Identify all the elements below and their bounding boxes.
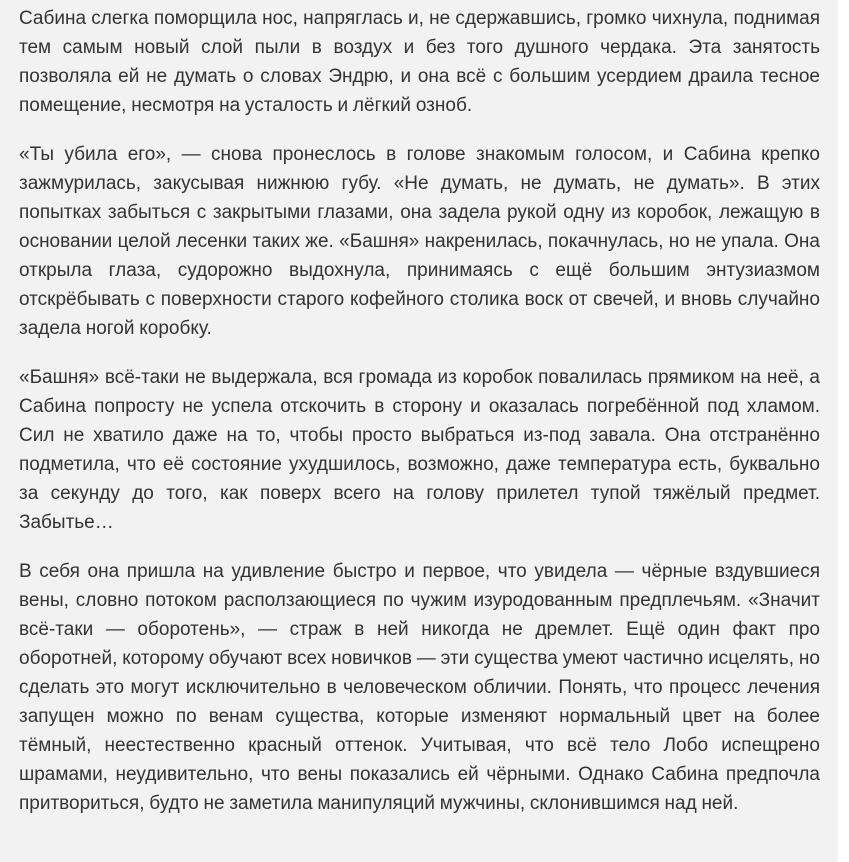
paragraph-1: Сабина слегка поморщила нос, напряглась и, не сдержавшись, громко чихнула, поднимая тем самым новый слой пыли в воздух и без того душного чердака. Эта занятость позволяла ей не думать о словах Эндрю, и она всё с большим усердием драила тесное помещение, несмотря на усталость и лёгкий озноб.	[19, 8, 820, 116]
paragraph-3: «Башня» всё-таки не выдержала, вся громада из коробок повалилась прямиком на неё, а Сабина попросту не успела отскочить в сторону и оказалась погребённой под хламом. Сил не хватило даже на то, чтобы просто выбраться из-под завала. Она отстранённо подметила, что её состояние ухудшилось, возможно, даже температура есть, буквально за секунду до того, как поверх всего на голову прилетел тупой тяжёлый предмет. Забытье…	[19, 367, 820, 533]
paragraph-2: «Ты убила его», — снова пронеслось в голове знакомым голосом, и Сабина крепко зажмурилась, закусывая нижнюю губу. «Не думать, не думать, не думать». В этих попытках забыться с закрытыми глазами, она задела рукой одну из коробок, лежащую в основании целой лесенки таких же. «Башня» накренилась, покачнулась, но не упала. Она открыла глаза, судорожно выдохнула, принимаясь с ещё большим энтузиазмом отскрёбывать с поверхности старого кофейного столика воск от свечей, и вновь случайно задела ногой коробку.	[19, 144, 820, 339]
right-margin-strip	[838, 0, 849, 862]
paragraph-4: В себя она пришла на удивление быстро и первое, что увидела — чёрные вздувшиеся вены, словно потоком расползающиеся по чужим изуродованным предплечьям. «Значит всё-таки — оборотень», — страж в ней никогда не дремлет. Ещё один факт про оборотней, которому обучают всех новичков — эти существа умеют частично исцелять, но сделать это могут исключительно в человеческом обличии. Понять, что процесс лечения запущен можно по венам существа, которые изменяют нормальный цвет на более тёмный, неестественно красный оттенок. Учитывая, что всё тело Лобо испещрено шрамами, неудивительно, что вены показались ей чёрными. Однако Сабина предпочла притвориться, будто не заметила манипуляций мужчины, склонившимся над ней.	[19, 561, 820, 814]
